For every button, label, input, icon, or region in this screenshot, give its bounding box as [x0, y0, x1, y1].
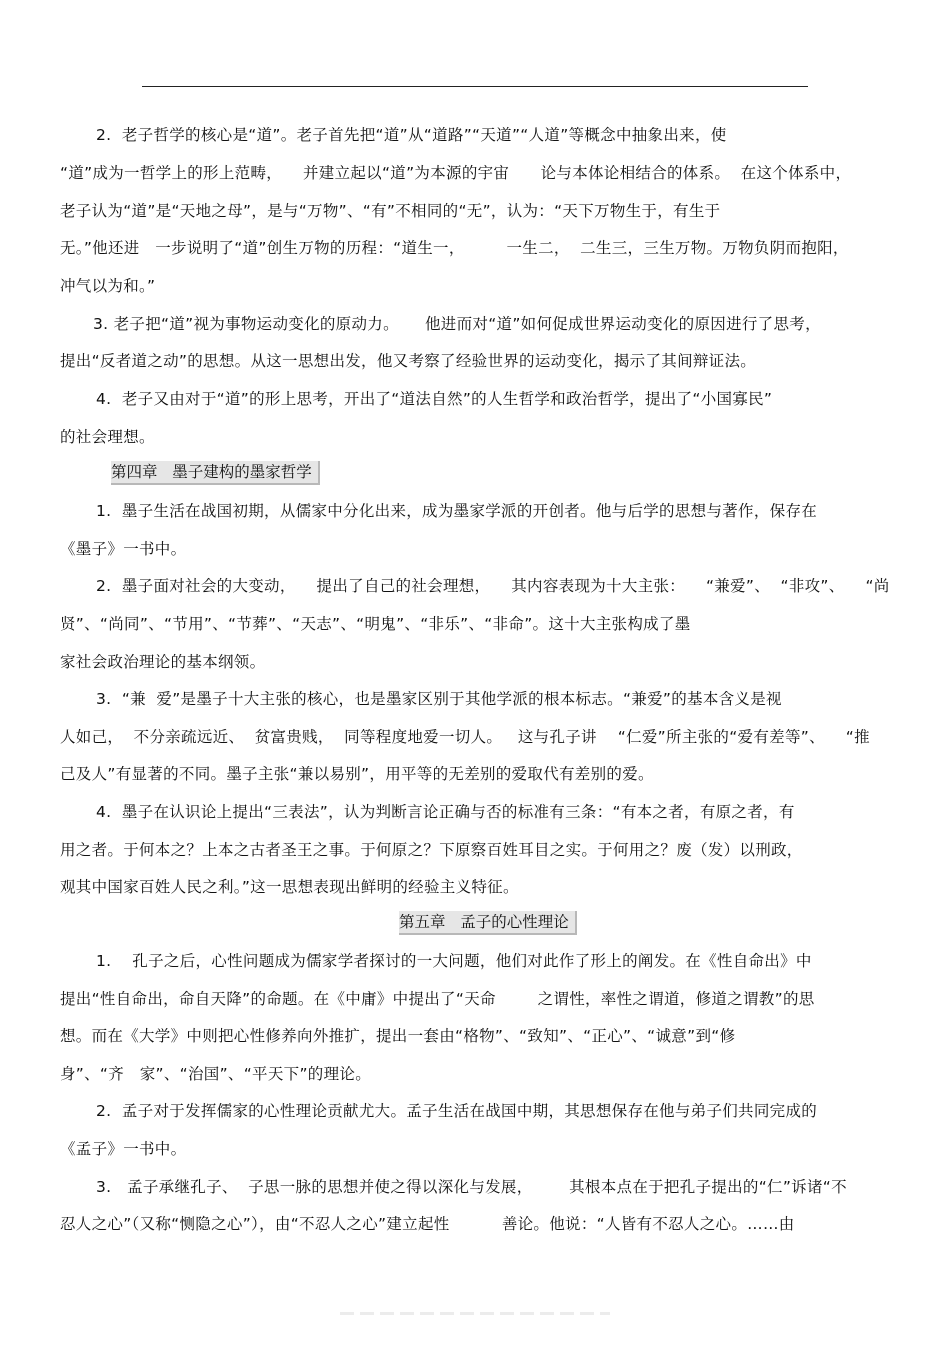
ch3-p2-line-2: “道”成为一哲学上的形上范畴， 并建立起以“道”为本源的宇宙 论与本体论相结合的体系。 在这个体系中， [60, 164, 852, 182]
ch4-p4-line-3: 观其中国家百姓人民之利。”这一思想表现出鲜明的经验主义特征。 [60, 878, 519, 896]
ch5-p1-line-3: 想。而在《大学》中则把心性修养向外推扩，提出一套由“格物”、“致知”、“正心”、“诚意”到“修 [60, 1027, 736, 1045]
ch5-p1-line-4: 身”、“齐 家”、“治国”、“平天下”的理论。 [60, 1065, 371, 1083]
ch4-p3-line-3: 己及人”有显著的不同。墨子主张“兼以易别”，用平等的无差别的爱取代有差别的爱。 [60, 765, 654, 783]
ch3-p4-line-1: 4. 老子又由对于“道”的形上思考，开出了“道法自然”的人生哲学和政治哲学，提出了“小国寡民” [96, 390, 773, 408]
ch4-p2-line-2: 贤”、“尚同”、“节用”、“节葬”、“天志”、“明鬼”、“非乐”、“非命”。这十大主张构成了墨 [60, 615, 691, 633]
ch5-p3-line-2: 忍人之心”（又称“恻隐之心”），由“不忍人之心”建立起性 善论。他说：“人皆有不忍人之心。……由 [60, 1215, 795, 1233]
ch5-p2-line-2: 《孟子》一书中。 [60, 1140, 187, 1158]
header-rule [142, 86, 808, 87]
ch4-p4-line-1: 4. 墨子在认识论上提出“三表法”，认为判断言论正确与否的标准有三条：“有本之者，有原之者，有 [96, 803, 795, 821]
ch4-p3-line-1: 3. “兼 爱”是墨子十大主张的核心，也是墨家区别于其他学派的根本标志。“兼爱”的基本含义是视 [96, 690, 782, 708]
ch3-p2-line-5: 冲气以为和。” [60, 277, 156, 295]
ch3-p4-line-2: 的社会理想。 [60, 428, 155, 446]
footer-watermark [340, 1312, 610, 1315]
ch4-p3-line-2: 人如己， 不分亲疏远近、 贫富贵贱， 同等程度地爱一切人。 这与孔子讲 “仁爱”所主张的“爱有差等”、 “推 [60, 728, 870, 746]
ch4-p4-line-2: 用之者。于何本之？上本之古者圣王之事。于何原之？下原察百姓耳目之实。于何用之？废（发）以刑政， [60, 841, 803, 859]
ch3-p2-line-3: 老子认为“道”是“天地之母”，是与“万物”、“有”不相同的“无”，认为：“天下万物生于，有生于 [60, 202, 721, 220]
chapter-4-heading: 第四章 墨子建构的墨家哲学 [111, 461, 320, 485]
chapter-5-heading: 第五章 孟子的心性理论 [399, 911, 577, 935]
ch3-p2-line-1: 2. 老子哲学的核心是“道”。老子首先把“道”从“道路”“天道”“人道”等概念中抽象出来，使 [96, 126, 727, 144]
ch5-p1-line-1: 1. 孔子之后，心性问题成为儒家学者探讨的一大问题，他们对此作了形上的阐发。在《性自命出》中 [96, 952, 812, 970]
ch5-p3-line-1: 3. 孟子承继孔子、 子思一脉的思想并使之得以深化与发展， 其根本点在于把孔子提出的“仁”诉诸“不 [96, 1178, 847, 1196]
ch3-p2-line-4: 无。”他还进 一步说明了“道”创生万物的历程：“道生一， 一生二， 二生三，三生万物。万物负阴而抱阳， [60, 239, 849, 257]
ch5-p2-line-1: 2. 孟子对于发挥儒家的心性理论贡献尤大。孟子生活在战国中期，其思想保存在他与弟子们共同完成的 [96, 1102, 818, 1120]
ch4-p1-line-1: 1. 墨子生活在战国初期，从儒家中分化出来，成为墨家学派的开创者。他与后学的思想与著作，保存在 [96, 502, 818, 520]
ch5-p1-line-2: 提出“性自命出，命自天降”的命题。在《中庸》中提出了“天命 之谓性，率性之谓道，修道之谓教”的思 [60, 990, 815, 1008]
ch4-p2-line-1: 2. 墨子面对社会的大变动， 提出了自己的社会理想， 其内容表现为十大主张： “兼爱”、 “非攻”、 “尚 [96, 577, 890, 595]
ch3-p3-line-2: 提出“反者道之动”的思想。从这一思想出发，他又考察了经验世界的运动变化，揭示了其间辩证法。 [60, 352, 757, 370]
ch3-p3-line-1: 3. 老子把“道”视为事物运动变化的原动力。 他进而对“道”如何促成世界运动变化的原因进行了思考， [93, 315, 821, 333]
ch4-p1-line-2: 《墨子》一书中。 [60, 540, 187, 558]
ch4-p2-line-3: 家社会政治理论的基本纲领。 [60, 653, 266, 671]
